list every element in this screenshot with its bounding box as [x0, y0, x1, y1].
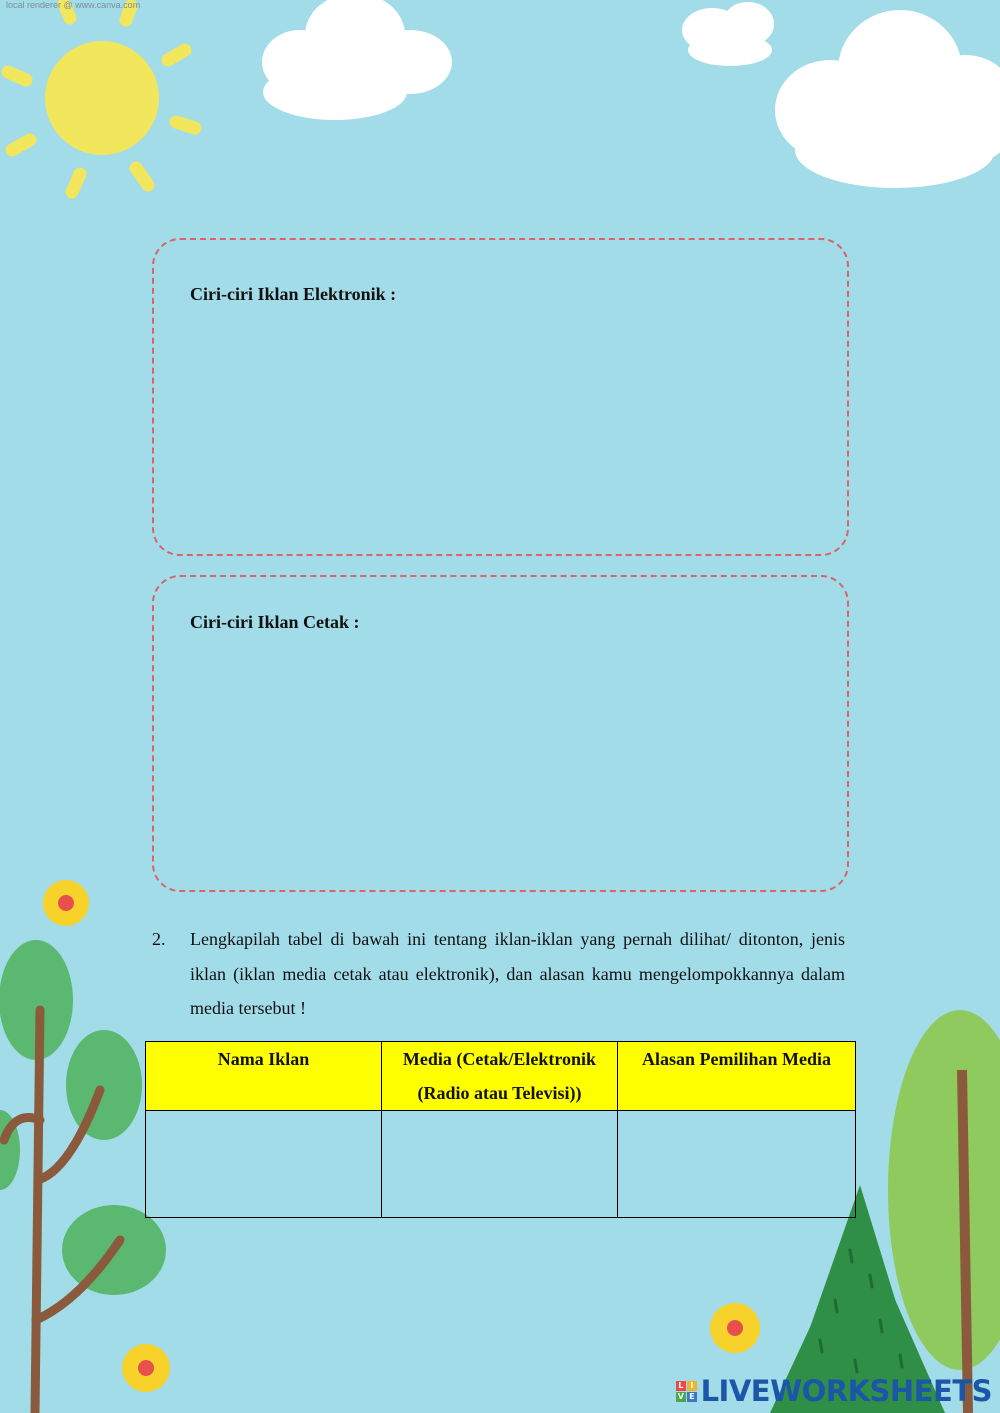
cloud-small [682, 2, 774, 66]
answer-cell[interactable] [146, 1111, 382, 1218]
answer-table [145, 1041, 856, 1218]
box-title: Ciri-ciri Iklan Elektronik : [190, 284, 397, 304]
answer-box-print[interactable] [152, 575, 849, 892]
question-2 [152, 922, 845, 1026]
answer-cell[interactable] [618, 1111, 856, 1218]
cloud-left [262, 0, 452, 120]
column-header: Alasan Pemilihan Media [618, 1042, 856, 1111]
brand-badge-icon: L I V E [676, 1381, 697, 1402]
column-header: Media (Cetak/Elektronik (Radio atau Televisi)) [382, 1042, 618, 1111]
column-header: Nama Iklan [146, 1042, 382, 1111]
question-text: Lengkapilah tabel di bawah ini tentang iklan-iklan yang pernah dilihat/ ditonton, jenis iklan (iklan media cetak atau elektronik), dan alasan kamu mengelompokkannya dalam media tersebut ! [190, 929, 845, 1018]
sun-icon [8, 4, 195, 192]
table-row [146, 1111, 856, 1218]
brand-name: LIVEWORKSHEETS [700, 1374, 992, 1408]
box-title: Ciri-ciri Iklan Cetak : [190, 612, 360, 632]
answer-cell[interactable] [382, 1111, 618, 1218]
table-header-row [146, 1042, 856, 1111]
question-number: 2. [152, 929, 166, 949]
left-tree-illustration [0, 940, 166, 1413]
answer-box-electronic[interactable] [152, 238, 849, 556]
cloud-right [775, 10, 1000, 188]
liveworksheets-logo [676, 1374, 992, 1408]
watermark-text: local renderer @ www.canva.com [6, 0, 141, 10]
